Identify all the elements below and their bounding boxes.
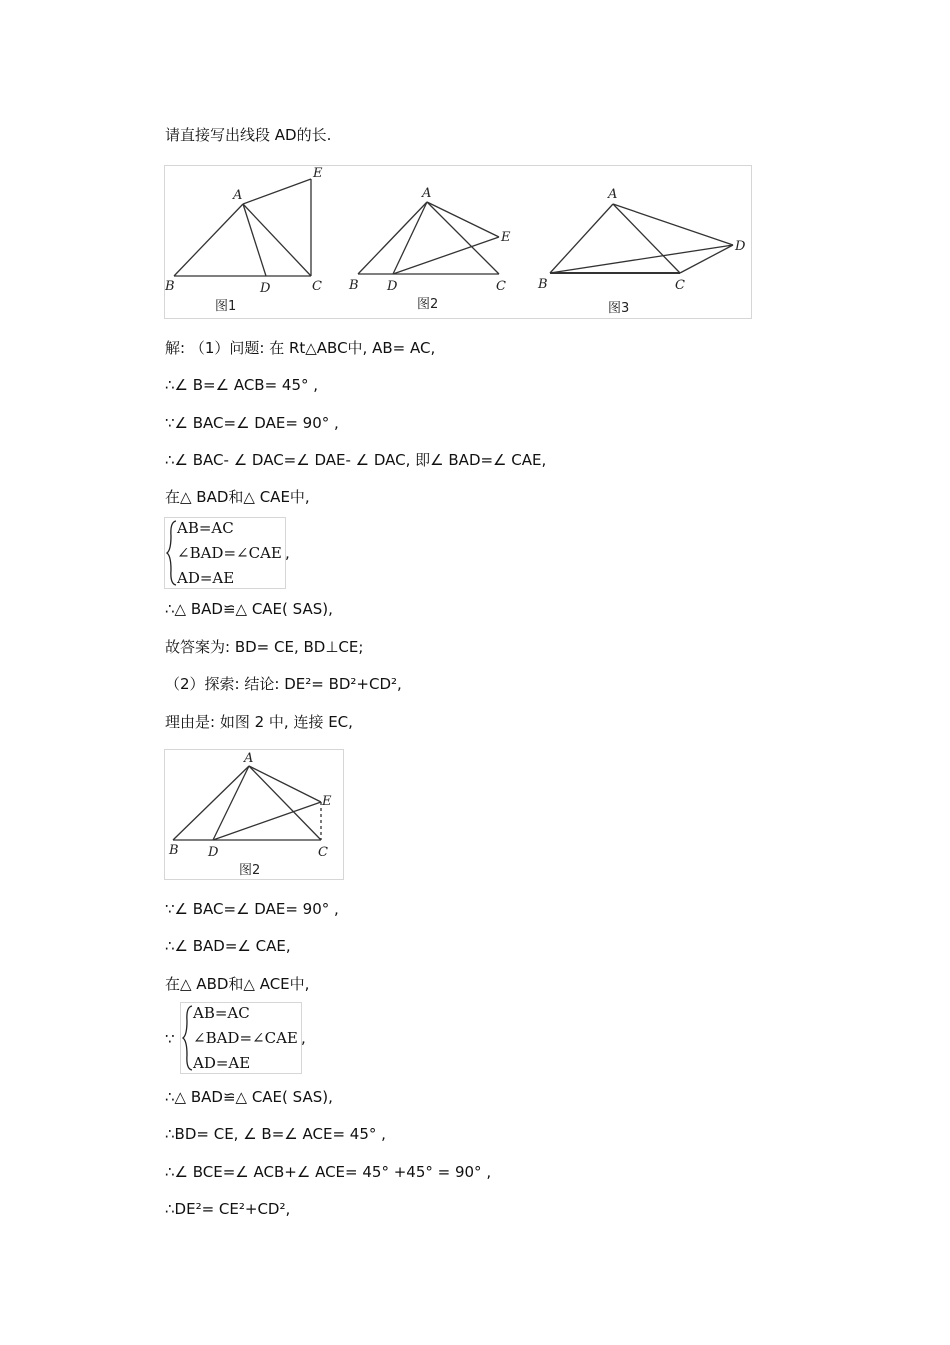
equation-system-2 [180,1002,302,1074]
step2-angle-bad: ∴∠ BAD=∠ CAE, [165,937,291,955]
fig4-label-d: D [208,845,219,860]
fig2-label-e: E [501,230,511,245]
figure-2-svg [165,750,343,879]
system2-row3: AD=AE [193,1054,251,1072]
step2-congruent: ∴△ BAD≌△ CAE( SAS), [165,1088,333,1106]
fig4-label-a: A [244,751,254,766]
figure-2 [164,749,344,880]
fig1-label-c: C [312,279,322,294]
system1-row3: AD=AE [177,569,235,587]
fig4-label-b: B [169,843,179,858]
fig4-label-e: E [322,794,332,809]
step2-angle-bce: ∴∠ BCE=∠ ACB+∠ ACE= 45° +45° = 90° , [165,1163,492,1181]
answer-part1: 故答案为: BD= CE, BD⊥CE; [165,638,364,656]
problem-prompt: 请直接写出线段 AD的长. [165,126,332,144]
fig4-caption: 图2 [239,863,261,878]
step-triangles-intro: 在△ BAD和△ CAE中, [165,488,310,506]
because-symbol: ∵ [165,1030,175,1048]
step2-triangles-intro: 在△ ABD和△ ACE中, [165,975,310,993]
part2-reason: 理由是: 如图 2 中, 连接 EC, [165,713,353,731]
fig3-label-d: D [735,239,746,254]
system1-row2: ∠BAD=∠CAE [177,544,282,562]
fig1-label-d: D [260,281,271,296]
step2-bd-ce: ∴BD= CE, ∠ B=∠ ACE= 45° , [165,1125,386,1143]
fig1-label-b: B [165,279,175,294]
step2-pythagoras: ∴DE²= CE²+CD², [165,1200,291,1218]
fig3-label-c: C [675,278,685,293]
step-angle-bac: ∵∠ BAC=∠ DAE= 90° , [165,414,339,432]
equation-system-1 [164,517,286,589]
figure-strip [164,165,752,319]
fig1-label-e: E [313,166,323,181]
fig2-label-d: D [387,279,398,294]
step-congruent-1: ∴△ BAD≌△ CAE( SAS), [165,600,333,618]
system2-row2: ∠BAD=∠CAE [193,1029,298,1047]
step-angle-b: ∴∠ B=∠ ACB= 45° , [165,376,319,394]
fig3-label-b: B [538,277,548,292]
fig2-caption: 图2 [417,297,439,312]
figure-strip-svg [165,166,751,318]
fig2-label-b: B [349,278,359,293]
fig1-label-a: A [233,188,243,203]
fig3-label-a: A [608,187,618,202]
solution-part1-intro: 解: （1）问题: 在 Rt△ABC中, AB= AC, [165,339,436,357]
fig2-label-c: C [496,279,506,294]
fig2-label-a: A [422,186,432,201]
step2-angle-bac: ∵∠ BAC=∠ DAE= 90° , [165,900,339,918]
fig1-caption: 图1 [215,299,237,314]
system1-comma: , [285,544,290,562]
step-angle-bad: ∴∠ BAC- ∠ DAC=∠ DAE- ∠ DAC, 即∠ BAD=∠ CAE, [165,451,547,469]
part2-conclusion: （2）探索: 结论: DE²= BD²+CD², [165,675,402,693]
system1-row1: AB=AC [177,519,234,537]
fig3-caption: 图3 [608,301,630,316]
system2-row1: AB=AC [193,1004,250,1022]
system2-comma: , [301,1029,306,1047]
fig4-label-c: C [318,845,328,860]
